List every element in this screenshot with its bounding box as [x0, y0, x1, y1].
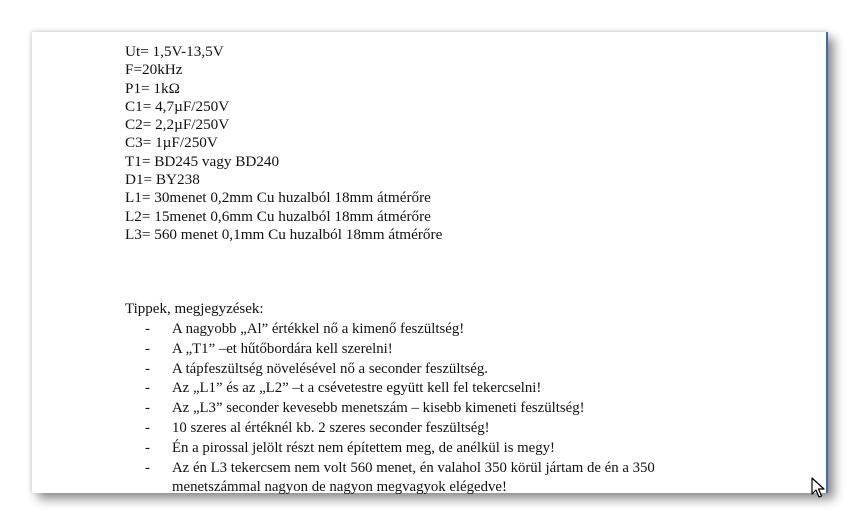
bullet-dash: -: [145, 459, 150, 476]
tip-item: [125, 340, 712, 360]
bullet-dash: -: [145, 340, 150, 357]
tip-text: A „T1” –et hűtőbordára kell szerelni!: [172, 340, 393, 357]
spec-line: C1= 4,7µF/250V: [125, 97, 230, 115]
document-page: [32, 32, 828, 496]
tip-text: Az „L3” seconder kevesebb menetszám – kisebb kimeneti feszültség!: [172, 400, 585, 417]
bullet-dash: -: [145, 439, 150, 456]
bullet-dash: -: [145, 380, 150, 397]
tip-text: A nagyobb „Al” értékkel nő a kimenő feszültség!: [172, 321, 465, 337]
spec-line: L1= 30menet 0,2mm Cu huzalból 18mm átmérőre: [125, 189, 431, 207]
spec-line: L2= 15menet 0,6mm Cu huzalból 18mm átmérőre: [125, 207, 431, 225]
tips-heading: Tippek, megjegyzések:: [125, 301, 264, 317]
tip-item: [125, 439, 712, 459]
tip-text: Én a pirossal jelölt részt nem építettem meg, de anélkül is megy!: [172, 439, 555, 456]
spec-line: Ut= 1,5V-13,5V: [125, 43, 224, 60]
tip-item: [125, 320, 712, 340]
spec-line: D1= BY238: [125, 171, 200, 189]
spec-line: T1= BD245 vagy BD240: [125, 152, 280, 170]
tip-text: Az én L3 tekercsem nem volt 560 menet, én valahol 350 körül jártam de én a 350 menetszámmal nagyon de nagyon megvagyok elégedve!: [172, 459, 655, 496]
tip-item: [125, 459, 712, 499]
tip-item: [125, 379, 712, 399]
spec-line: F=20kHz: [125, 61, 183, 79]
tips-list: [125, 320, 712, 498]
tip-item: [125, 419, 712, 439]
component-list: [125, 43, 442, 244]
bullet-dash: -: [145, 419, 150, 436]
mouse-pointer-icon: [811, 477, 827, 499]
spec-line: L3= 560 menet 0,1mm Cu huzalból 18mm átmérőre: [125, 225, 443, 243]
tip-text: 10 szeres al értéknél kb. 2 szeres seconder feszültség!: [172, 419, 490, 436]
bullet-dash: -: [145, 321, 150, 337]
tip-item: [125, 399, 712, 419]
bullet-dash: -: [145, 400, 150, 417]
spec-line: C2= 2,2µF/250V: [125, 116, 230, 134]
tip-item: [125, 360, 712, 380]
spec-line: C3= 1µF/250V: [125, 134, 218, 152]
tip-text: A tápfeszültség növelésével nő a seconder feszültség.: [172, 360, 488, 377]
bullet-dash: -: [145, 360, 150, 377]
tip-text: Az „L1” és az „L2” –t a csévetestre együtt kell fel tekercselni!: [172, 380, 542, 397]
spec-line: P1= 1kΩ: [125, 79, 180, 97]
